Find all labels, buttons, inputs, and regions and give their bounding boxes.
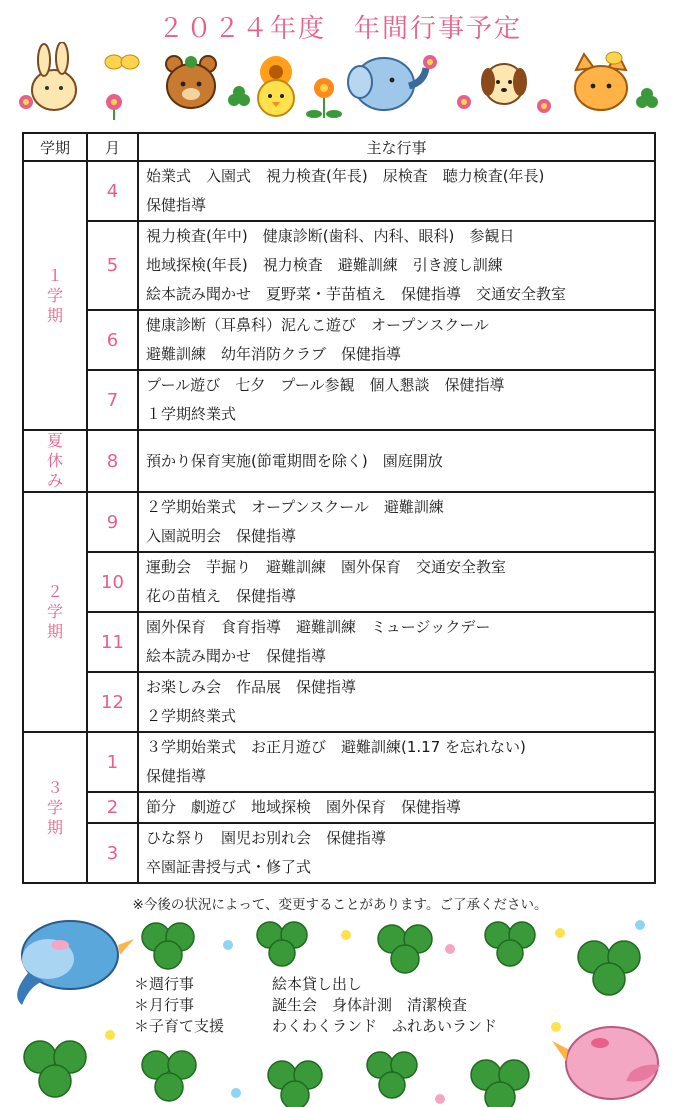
events-cell	[138, 732, 655, 792]
event-line: 入園説明会 保健指導	[146, 527, 297, 545]
event-line: ２学期始業式 オープンスクール 避難訓練	[146, 498, 444, 516]
header-events: 主な行事	[138, 133, 655, 161]
term-cell	[23, 161, 87, 430]
events-cell	[138, 370, 655, 430]
table-row	[23, 612, 655, 672]
page-title: ２０２４年度 年間行事予定	[157, 14, 522, 44]
events-cell	[138, 310, 655, 370]
events-cell	[138, 823, 655, 883]
term-cell	[23, 492, 87, 732]
event-line: 運動会 芋掘り 避難訓練 園外保育 交通安全教室	[146, 558, 507, 576]
regular-items: 絵本貸し出し	[272, 975, 363, 993]
annual-schedule-table	[22, 132, 656, 884]
table-row	[23, 792, 655, 823]
term-label-char: 学	[46, 602, 63, 621]
pink-bird-icon	[552, 1027, 660, 1099]
animal-banner-illustration	[14, 42, 666, 122]
event-line: 預かり保育実施(節電期間を除く) 園庭開放	[146, 451, 443, 470]
event-line: 園外保育 食育指導 避難訓練 ミュージックデー	[146, 618, 491, 636]
term-cell	[23, 732, 87, 883]
term-cell	[23, 430, 87, 492]
event-line: 保健指導	[146, 767, 207, 785]
events-cell	[138, 492, 655, 552]
month-cell: 9	[87, 492, 138, 552]
flower-icon	[457, 95, 471, 109]
table-row	[23, 672, 655, 732]
table-row	[23, 492, 655, 552]
table-row	[23, 732, 655, 792]
events-cell	[138, 612, 655, 672]
events-cell	[138, 221, 655, 310]
event-line: お楽しみ会 作品展 保健指導	[146, 678, 357, 696]
regular-row-weekly	[134, 974, 497, 995]
month-cell: 3	[87, 823, 138, 883]
event-line: 視力検査(年中) 健康診断(歯科、内科、眼科) 参観日	[146, 227, 515, 245]
term-label-char: 期	[46, 622, 63, 641]
flower-icon	[106, 94, 122, 120]
month-cell: 8	[87, 430, 138, 492]
rabbit-icon	[19, 42, 76, 110]
regular-events	[134, 974, 497, 1037]
butterfly-icon	[105, 55, 139, 69]
regular-label: ＊週行事	[134, 975, 195, 993]
blue-bird-icon	[17, 921, 134, 1005]
term-label-char: 学	[46, 797, 63, 817]
term-label-char: 夏	[46, 431, 63, 450]
event-line: プール遊び 七夕 プール参観 個人懇談 保健指導	[146, 376, 505, 394]
term-label-char: 休	[46, 451, 63, 470]
regular-row-support	[134, 1016, 497, 1037]
term-label-char: 学	[46, 285, 63, 305]
events-cell	[138, 552, 655, 612]
regular-row-monthly	[134, 995, 497, 1016]
bear-icon	[166, 56, 216, 108]
term-label-char: ３	[46, 777, 63, 797]
events-cell	[138, 161, 655, 221]
month-cell: 12	[87, 672, 138, 732]
event-line: 絵本読み聞かせ 夏野菜・芋苗植え 保健指導 交通安全教室	[146, 285, 567, 303]
elephant-icon	[348, 55, 437, 110]
event-line: 花の苗植え 保健指導	[146, 587, 297, 605]
month-cell: 4	[87, 161, 138, 221]
flower-icon	[306, 78, 342, 118]
event-line: 地域探検(年長) 視力検査 避難訓練 引き渡し訓練	[146, 256, 503, 274]
event-line: 絵本読み聞かせ 保健指導	[146, 647, 327, 665]
month-cell: 5	[87, 221, 138, 310]
table-row	[23, 221, 655, 310]
event-line: 避難訓練 幼年消防クラブ 保健指導	[146, 345, 402, 363]
events-cell	[138, 672, 655, 732]
table-row	[23, 161, 655, 221]
flower-icon	[537, 99, 551, 113]
cat-icon	[575, 52, 627, 110]
month-cell: 7	[87, 370, 138, 430]
table-row	[23, 430, 655, 492]
table-row	[23, 370, 655, 430]
events-cell	[138, 430, 655, 492]
event-line: ２学期終業式	[146, 707, 237, 725]
table-row	[23, 823, 655, 883]
table-row	[23, 552, 655, 612]
month-cell: 6	[87, 310, 138, 370]
clover-icon	[228, 86, 250, 106]
chick-icon	[258, 56, 294, 116]
term-label-char: ２	[46, 582, 63, 601]
regular-label: ＊子育て支援	[134, 1017, 225, 1035]
term-label-char: み	[46, 471, 63, 490]
month-cell: 1	[87, 732, 138, 792]
table-row	[23, 310, 655, 370]
clover-icon	[636, 88, 658, 108]
dog-icon	[481, 64, 527, 104]
event-line: 卒園証書授与式・修了式	[146, 858, 312, 876]
regular-items: 誕生会 身体計測 清潔検査	[272, 996, 468, 1014]
term-label-char: １	[46, 265, 63, 285]
event-line: 節分 劇遊び 地域探検 園外保育 保健指導	[146, 798, 462, 816]
month-cell: 11	[87, 612, 138, 672]
month-cell: 2	[87, 792, 138, 823]
event-line: 保健指導	[146, 196, 207, 214]
term-label-char: 期	[46, 305, 63, 325]
event-line: 健康診断（耳鼻科）泥んこ遊び オープンスクール	[146, 316, 489, 334]
month-cell: 10	[87, 552, 138, 612]
event-line: ３学期始業式 お正月遊び 避難訓練(1.17 を忘れない)	[146, 738, 526, 756]
event-line: １学期終業式	[146, 405, 237, 423]
header-month: 月	[87, 133, 138, 161]
events-cell	[138, 792, 655, 823]
event-line: 始業式 入園式 視力検査(年長) 尿検査 聴力検査(年長)	[146, 167, 545, 185]
regular-items: わくわくランド ふれあいランド	[272, 1017, 498, 1035]
change-notice: ※今後の状況によって、変更することがあります。ご了承ください。	[132, 897, 548, 913]
regular-label: ＊月行事	[134, 996, 195, 1014]
header-term: 学期	[23, 133, 87, 161]
table-header-row	[23, 133, 655, 161]
term-label-char: 期	[46, 817, 63, 837]
event-line: ひな祭り 園児お別れ会 保健指導	[146, 829, 387, 847]
